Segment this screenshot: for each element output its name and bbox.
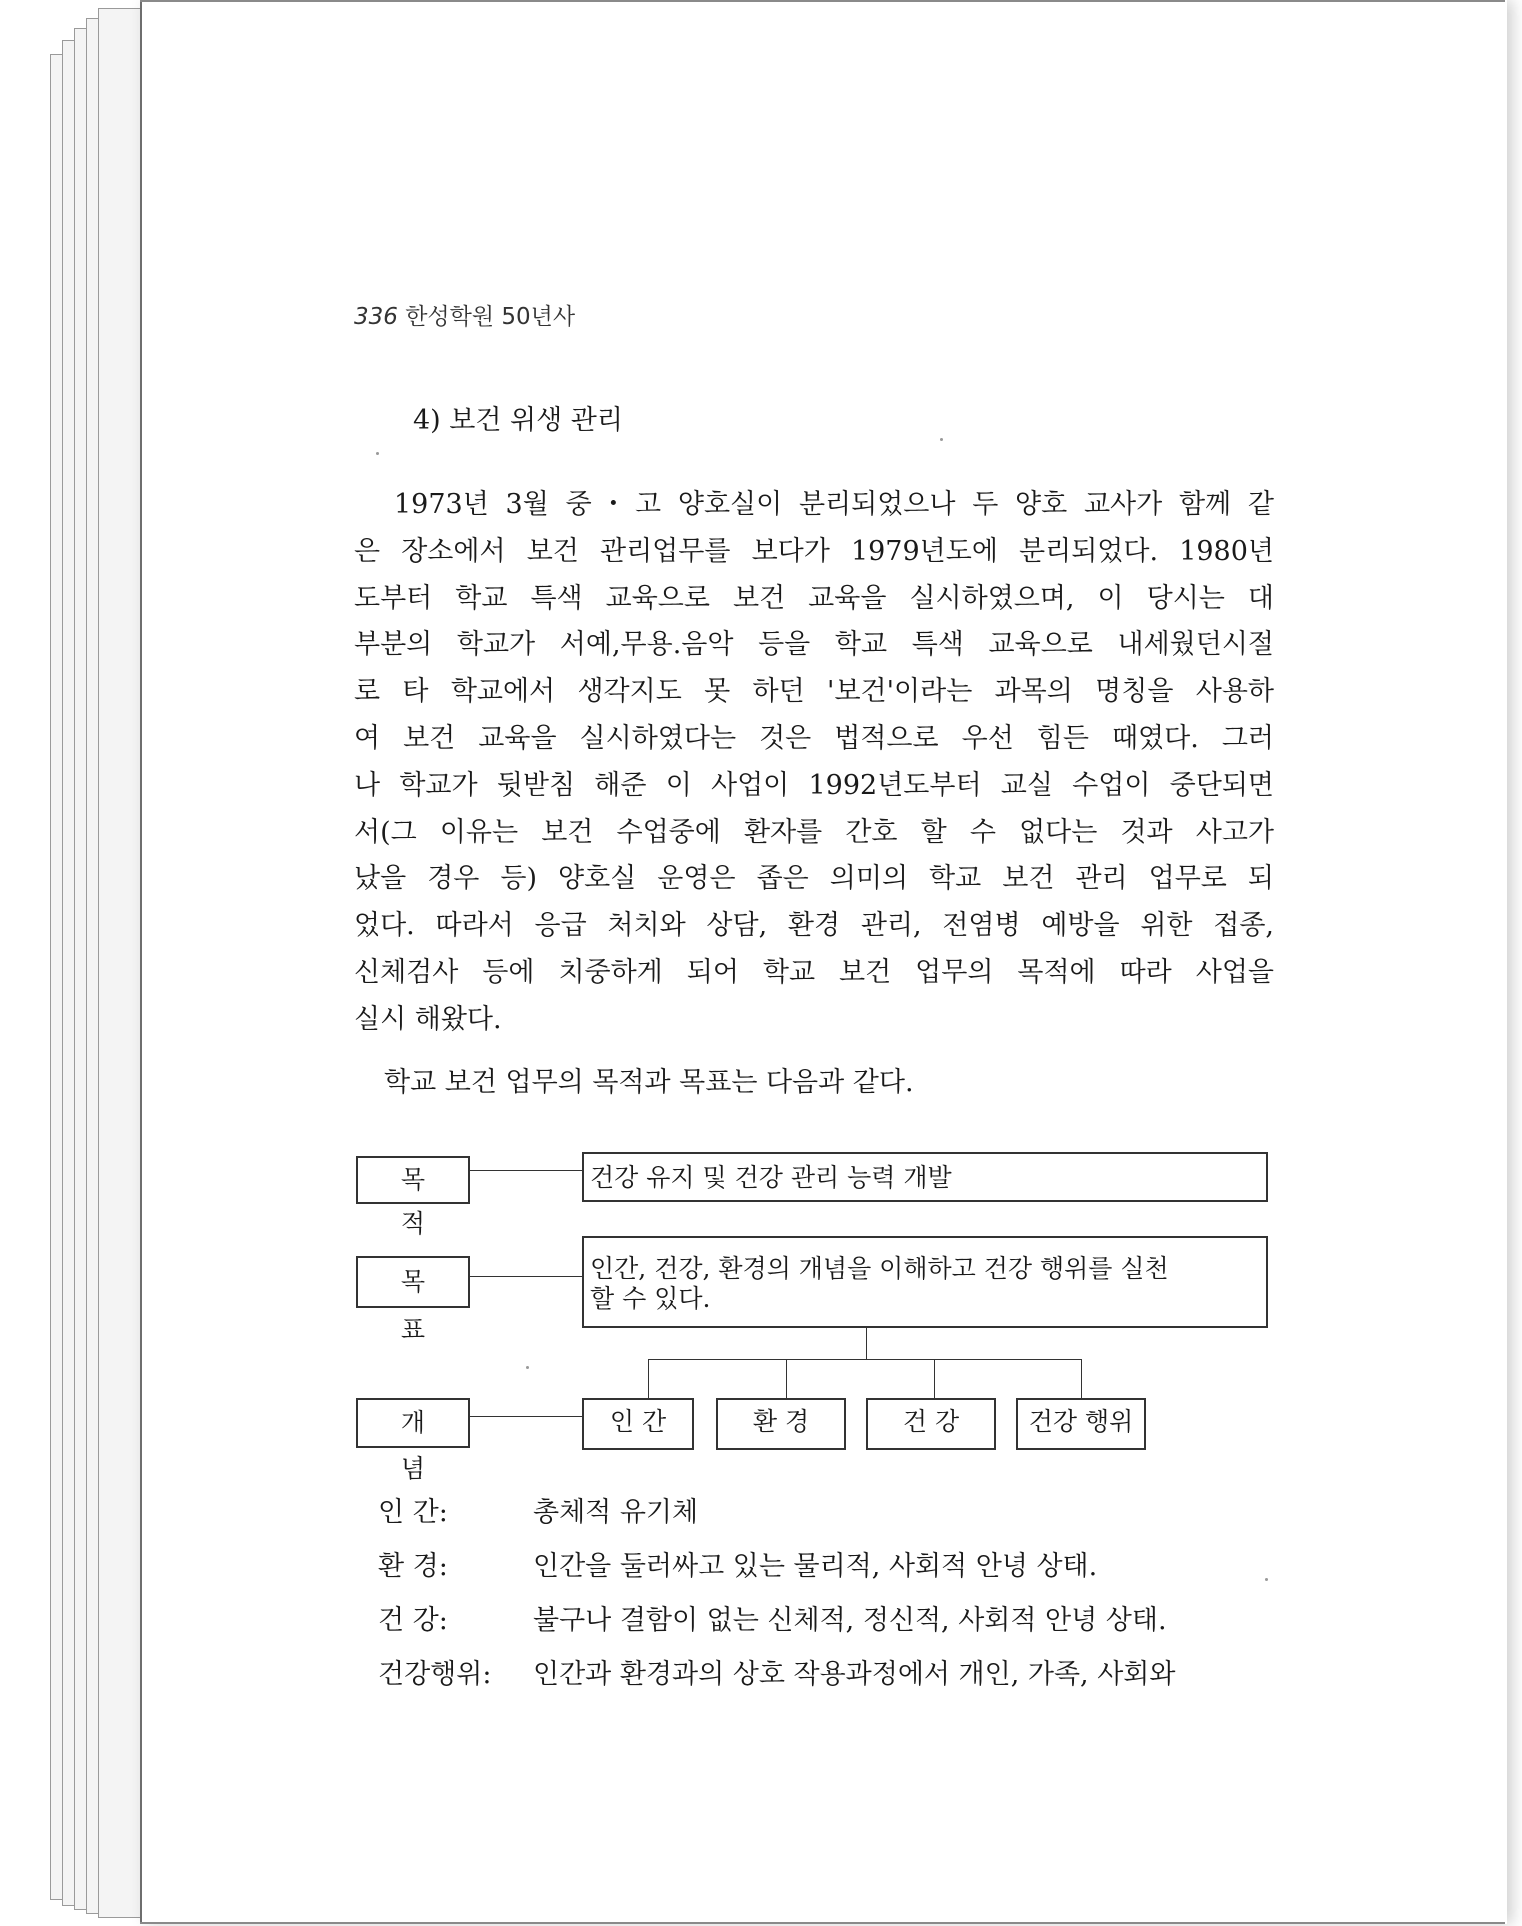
definition-desc: 인간을 둘러싸고 있는 물리적, 사회적 안녕 상태. [533,1551,1098,1582]
purpose-label-box: 목적 [356,1156,470,1204]
tree-line [1081,1359,1082,1399]
tree-line [866,1328,867,1360]
definition-desc: 불구나 결함이 없는 신체적, 정신적, 사회적 안녕 상태. [533,1605,1167,1636]
connector-line [470,1276,582,1277]
paragraph-line: 부분의 학교가 서예,무용.음악 등을 학교 특색 교육으로 내세웠던시절 [354,629,1274,661]
scan-speck [940,438,943,441]
tree-line [786,1359,787,1399]
page-bottom-edge [140,1922,1505,1924]
definition-desc: 인간과 환경과의 상호 작용과정에서 개인, 가족, 사회와 [533,1659,1176,1690]
paragraph-line: 었다. 따라서 응급 처치와 상담, 환경 관리, 전염병 예방을 위한 접종, [354,910,1274,942]
paragraph-line: 여 보건 교육을 실시하였다는 것은 법적으로 우선 힘든 때였다. 그러 [354,722,1274,754]
goal-line-1: 인간, 건강, 환경의 개념을 이해하고 건강 행위를 실천 [590,1254,1169,1283]
book-title: 한성학원 50년사 [405,304,576,330]
definition-term: 건강행위: [378,1659,492,1690]
definition-term: 건 강: [378,1605,448,1636]
connector-line [470,1170,582,1171]
scan-speck [1265,1578,1268,1581]
diagram-intro: 학교 보건 업무의 목적과 목표는 다음과 같다. [384,1067,914,1098]
connector-line [470,1416,582,1417]
goal-content-box [582,1236,1268,1328]
concept-environment-box: 환 경 [716,1398,846,1450]
book-page-stack [50,8,146,1920]
paragraph-line: 도부터 학교 특색 교육으로 보건 교육을 실시하였으며, 이 당시는 대 [354,582,1274,614]
goal-label-box: 목표 [356,1256,470,1308]
paragraph-line: 났을 경우 등) 양호실 운영은 좁은 의미의 학교 보건 관리 업무로 되 [354,863,1274,895]
page-top-edge [140,0,1505,2]
scan-speck [526,1366,529,1369]
paragraph-line: 나 학교가 뒷받침 해준 이 사업이 1992년도부터 교실 수업이 중단되면 [354,769,1274,801]
definition-term: 인 간: [378,1497,448,1528]
concept-human-box: 인 간 [582,1398,694,1450]
goal-line-2: 할 수 있다. [590,1284,711,1313]
paragraph-line: 은 장소에서 보건 관리업무를 보다가 1979년도에 분리되었다. 1980년 [354,535,1274,567]
paragraph-line: 로 타 학교에서 생각지도 못 하던 '보건'이라는 과목의 명칭을 사용하 [354,676,1274,708]
concept-label-box: 개념 [356,1398,470,1448]
tree-line [934,1359,935,1399]
concept-health-behavior-box: 건강 행위 [1016,1398,1146,1450]
paragraph-line: 서(그 이유는 보건 수업중에 환자를 간호 할 수 없다는 것과 사고가 [354,816,1274,848]
running-header [354,298,575,331]
tree-line [648,1359,1081,1360]
purpose-content-box: 건강 유지 및 건강 관리 능력 개발 [582,1152,1268,1202]
body-paragraph [354,482,1274,1044]
definition-term: 환 경: [378,1551,448,1582]
paragraph-line: 실시 해왔다. [354,1003,502,1035]
page-number: 336 [354,304,398,330]
paragraph-line: 신체검사 등에 치중하게 되어 학교 보건 업무의 목적에 따라 사업을 [354,956,1274,988]
tree-line [648,1359,649,1399]
paragraph-line: 1973년 3월 중・고 양호실이 분리되었으나 두 양호 교사가 함께 같 [394,489,1274,520]
scan-speck [376,452,379,455]
definition-desc: 총체적 유기체 [533,1497,699,1528]
section-title: 4) 보건 위생 관리 [413,405,623,436]
concept-health-box: 건 강 [866,1398,996,1450]
